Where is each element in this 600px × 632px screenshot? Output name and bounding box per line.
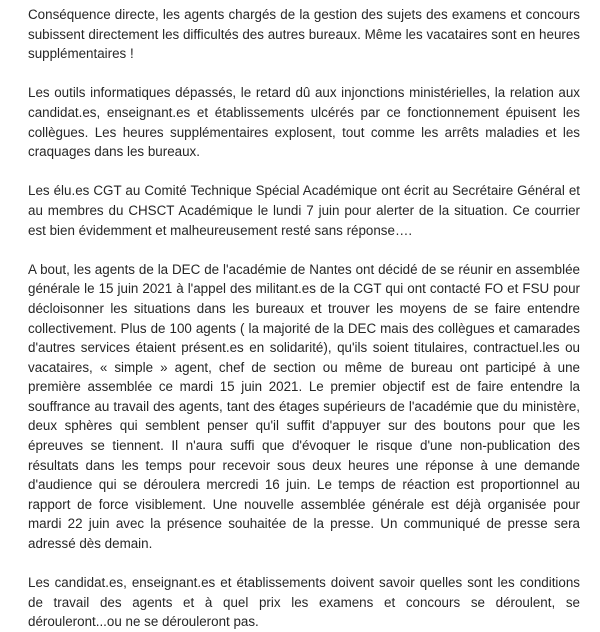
paragraph-outils: Les outils informatiques dépassés, le retard dû aux injonctions ministérielles, la relation aux candidat.es, enseignant.es et établissements ulcérés par ce fonctionnement épuisent les collègues. Les heures supplémentaires explosent, tout comme les arrêts maladies et les craquages dans les bureaux. — [28, 85, 580, 160]
paragraph-elus: Les élu.es CGT au Comité Technique Spécial Académique ont écrit au Secrétaire Général et au membres du CHSCT Académique le lundi 7 juin pour alerter de la situation. Ce courrier est bien évidemment et malheureusement resté sans réponse…. — [28, 183, 580, 238]
document-body — [28, 5, 580, 632]
paragraph-conclusion: Les candidat.es, enseignant.es et établissements doivent savoir quelles sont les conditions de travail des agents et à quel prix les examens et concours se déroulent, se dérouleront...ou ne se dérouleront pas. — [28, 575, 580, 630]
paragraph-consequence: Conséquence directe, les agents chargés de la gestion des sujets des examens et concours subissent directement les difficultés des autres bureaux. Même les vacataires sont en heures supplémentaires ! — [28, 7, 580, 62]
paragraph-assemblee: A bout, les agents de la DEC de l'académie de Nantes ont décidé de se réunir en assemblée générale le 15 juin 2021 à l'appel des militant.es de la CGT qui ont contacté FO et FSU pour décloisonner les situations dans les bureaux et trouver les moyens de se faire entendre collectivement. Plus de 100 agents ( la majorité de la DEC mais des collègues et camarades d'autres services étaient présent.es en solidarité), qu'ils soient titulaires, contractuel.les ou vacataires, « simple » agent, chef de section ou même de bureau ont participé à une première assemblée ce mardi 15 juin 2021. Le premier objectif est de faire entendre la souffrance au travail des agents, tant des étages supérieurs de l'académie que du ministère, deux sphères qui semblent penser qu'il suffit d'appuyer sur des boutons pour que les épreuves se tiennent. Il n'aura suffi que d'évoquer le risque d'une non-publication des résultats dans les temps pour recevoir sous deux heures une réponse à une demande d'audience qui se déroulera mercredi 16 juin. Le temps de réaction est proportionnel au rapport de force visiblement. Une nouvelle assemblée générale est déjà organisée pour mardi 22 juin avec la présence souhaitée de la presse. Un communiqué de presse sera adressé dès demain. — [28, 261, 580, 552]
